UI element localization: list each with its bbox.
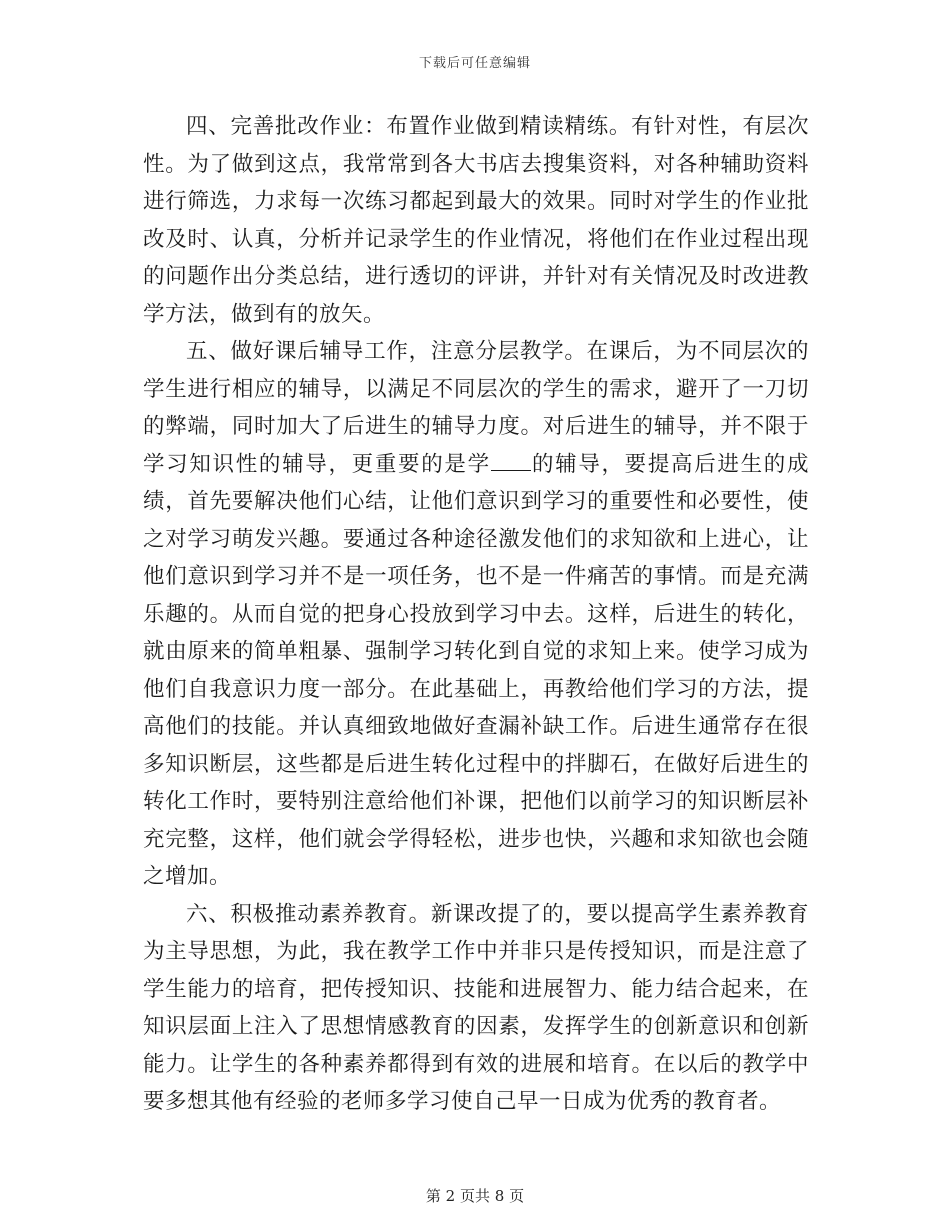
fill-in-blank	[491, 450, 531, 471]
page-header: 下载后可任意编辑	[418, 56, 531, 71]
document-body	[143, 108, 809, 1121]
paragraph-text-segment: 五、做好课后辅导工作，注意分层教学。在课后，为不同层次的学生进行相应的辅导，以满足不同层次的学生的需求，避开了一刀切的弊端，同时加大了后进生的辅导力度。对后进生的辅导，并不限于学习知识性的辅导，更重要的是学	[143, 339, 809, 477]
paragraph-homework-correction: 四、完善批改作业：布置作业做到精读精练。有针对性，有层次性。为了做到这点，我常常到各大书店去搜集资料，对各种辅助资料进行筛选，力求每一次练习都起到最大的效果。同时对学生的作业批改及时、认真，分析并记录学生的作业情况，将他们在作业过程出现的问题作出分类总结，进行透切的评讲，并针对有关情况及时改进教学方法，做到有的放矢。	[143, 114, 809, 327]
paragraph-quality-education: 六、积极推动素养教育。新课改提了的，要以提高学生素养教育为主导思想，为此，我在教学工作中并非只是传授知识，而是注意了学生能力的培育，把传授知识、技能和进展智力、能力结合起来，在知识层面上注入了思想情感教育的因素，发挥学生的创新意识和创新能力。让学生的各种素养都得到有效的进展和培育。在以后的教学中要多想其他有经验的老师多学习使自己早一日成为优秀的教育者。	[143, 901, 809, 1114]
page-number: 第 2 页共 8 页	[425, 1187, 525, 1205]
paragraph-after-class-tutoring	[143, 333, 809, 896]
paragraph-text-segment: 的辅导，要提高后进生的成绩，首先要解决他们心结，让他们意识到学习的重要性和必要性，使之对学习萌发兴趣。要通过各种途径激发他们的求知欲和上进心，让他们意识到学习并不是一项任务，也不是一件痛苦的事情。而是充满乐趣的。从而自觉的把身心投放到学习中去。这样，后进生的转化，就由原来的简单粗暴、强制学习转化到自觉的求知上来。使学习成为他们自我意识力度一部分。在此基础上，再教给他们学习的方法，提高他们的技能。并认真细致地做好查漏补缺工作。后进生通常存在很多知识断层，这些都是后进生转化过程中的拌脚石，在做好后进生的转化工作时，要特别注意给他们补课，把他们以前学习的知识断层补充完整，这样，他们就会学得轻松，进步也快，兴趣和求知欲也会随之增加。	[143, 451, 809, 889]
